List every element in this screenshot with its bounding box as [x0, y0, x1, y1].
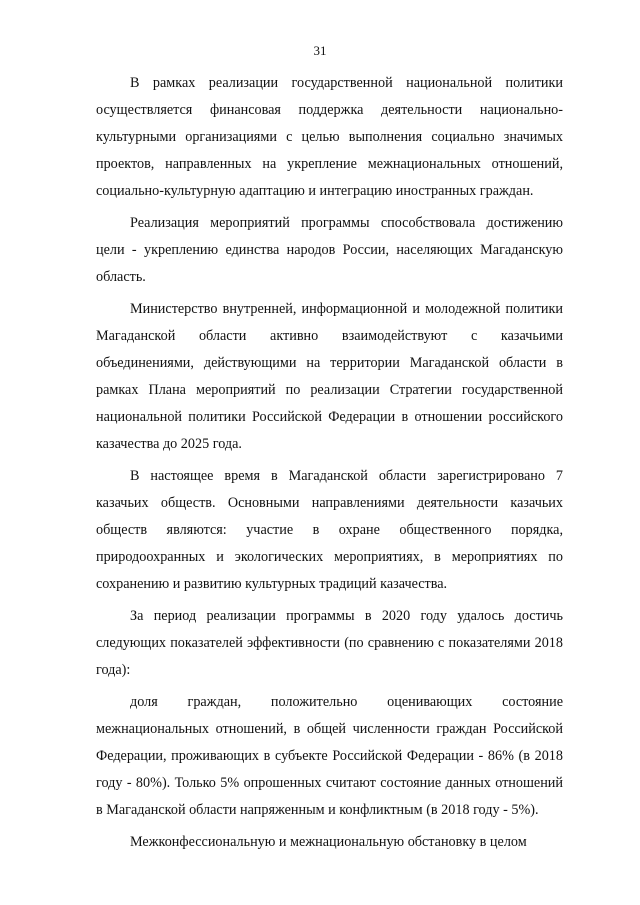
- paragraph-interfaith-situation: Межконфессиональную и межнациональную обстановку в целом: [130, 834, 527, 850]
- paragraph-ministry-cossacks: Министерство внутренней, информационной и молодежной политики Магаданской области активно взаимодействуют с казачьими объединениями, действующими на территории Магаданской области в рамках Плана мероприятий по реализации Стратегии государственной национальной политики Российской Федерации в отношении российского казачества до 2025 года.: [96, 301, 563, 452]
- paragraph-program-goal: Реализация мероприятий программы способствовала достижению цели - укреплению единства народов России, населяющих Магаданскую область.: [96, 215, 563, 285]
- body-text: [96, 70, 563, 856]
- page-number: 31: [313, 43, 327, 58]
- paragraph-performance-intro: За период реализации программы в 2020 году удалось достичь следующих показателей эффективности (по сравнению с показателями 2018 года):: [96, 608, 563, 678]
- paragraph-national-policy-support: В рамках реализации государственной национальной политики осуществляется финансовая поддержка деятельности национально-культурными организациями с целью выполнения социально значимых проектов, направленных на укрепление межнациональных отношений, социально-культурную адаптацию и интеграцию иностранных граждан.: [96, 75, 563, 199]
- paragraph-cossack-societies: В настоящее время в Магаданской области зарегистрировано 7 казачьих обществ. Основными направлениями деятельности казачьих обществ являются: участие в охране общественного порядка, природоохранных и экологических мероприятиях, в мероприятиях по сохранению и развитию культурных традиций казачества.: [96, 468, 563, 592]
- paragraph-indicator-share: доля граждан, положительно оценивающих состояние межнациональных отношений, в общей численности граждан Российской Федерации, проживающих в субъекте Российской Федерации - 86% (в 2018 году - 80%). Только 5% опрошенных считают состояние данных отношений в Магаданской области напряженным и конфликтным (в 2018 году - 5%).: [96, 694, 563, 818]
